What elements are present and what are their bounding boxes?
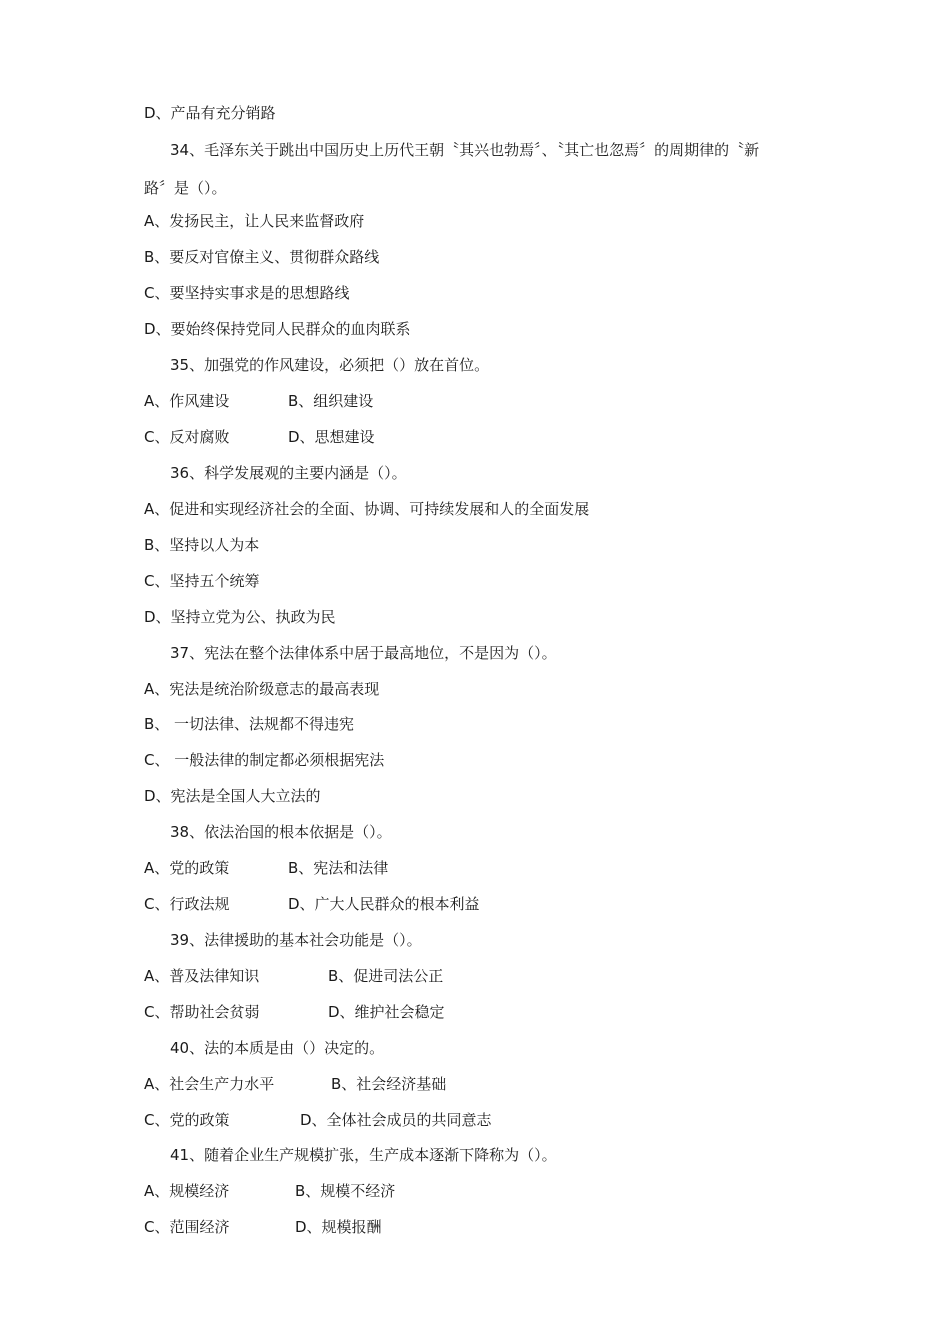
question-text: 39、法律援助的基本社会功能是（）。	[170, 931, 422, 949]
option-text: D、维护社会稳定	[328, 1003, 445, 1021]
question-text: 34、毛泽东关于跳出中国历史上历代王朝〝其兴也勃焉〞、〝其亡也忽焉〞的周期律的〝新	[170, 141, 760, 159]
option-text: B、组织建设	[288, 392, 374, 410]
question-text: 40、法的本质是由（）决定的。	[170, 1039, 385, 1057]
option-text: B、促进司法公正	[328, 967, 444, 985]
option-text: C、反对腐败	[144, 428, 230, 446]
option-text: C、要坚持实事求是的思想路线	[144, 284, 350, 302]
question-text: 36、科学发展观的主要内涵是（）。	[170, 464, 407, 482]
option-text: A、作风建设	[144, 392, 230, 410]
option-text: D、要始终保持党同人民群众的血肉联系	[144, 320, 411, 338]
option-text: B、要反对官僚主义、贯彻群众路线	[144, 248, 380, 266]
option-text: D、产品有充分销路	[144, 104, 276, 122]
option-text: C、范围经济	[144, 1218, 230, 1236]
question-text: 41、随着企业生产规模扩张，生产成本逐渐下降称为（）。	[170, 1146, 557, 1164]
option-text: C、 一般法律的制定都必须根据宪法	[144, 751, 385, 769]
option-text: A、促进和实现经济社会的全面、协调、可持续发展和人的全面发展	[144, 500, 590, 518]
option-text: D、坚持立党为公、执政为民	[144, 608, 336, 626]
option-text: B、宪法和法律	[288, 859, 389, 877]
option-text: D、广大人民群众的根本利益	[288, 895, 480, 913]
option-text: B、社会经济基础	[331, 1075, 447, 1093]
option-text: A、发扬民主，让人民来监督政府	[144, 212, 365, 230]
option-text: C、行政法规	[144, 895, 230, 913]
question-text-continued: 路〞是（）。	[144, 179, 227, 197]
option-text: D、全体社会成员的共同意志	[300, 1111, 492, 1129]
option-text: B、坚持以人为本	[144, 536, 260, 554]
question-text: 35、加强党的作风建设，必须把（）放在首位。	[170, 356, 490, 374]
option-text: C、党的政策	[144, 1111, 230, 1129]
option-text: C、坚持五个统筹	[144, 572, 260, 590]
option-text: A、宪法是统治阶级意志的最高表现	[144, 680, 380, 698]
question-text: 38、依法治国的根本依据是（）。	[170, 823, 392, 841]
option-text: A、党的政策	[144, 859, 230, 877]
option-text: B、 一切法律、法规都不得违宪	[144, 715, 355, 733]
option-text: C、帮助社会贫弱	[144, 1003, 260, 1021]
option-text: D、规模报酬	[295, 1218, 382, 1236]
option-text: D、宪法是全国人大立法的	[144, 787, 321, 805]
option-text: B、规模不经济	[295, 1182, 396, 1200]
option-text: A、规模经济	[144, 1182, 230, 1200]
option-text: A、社会生产力水平	[144, 1075, 275, 1093]
option-text: A、普及法律知识	[144, 967, 260, 985]
option-text: D、思想建设	[288, 428, 375, 446]
question-text: 37、宪法在整个法律体系中居于最高地位，不是因为（）。	[170, 644, 557, 662]
